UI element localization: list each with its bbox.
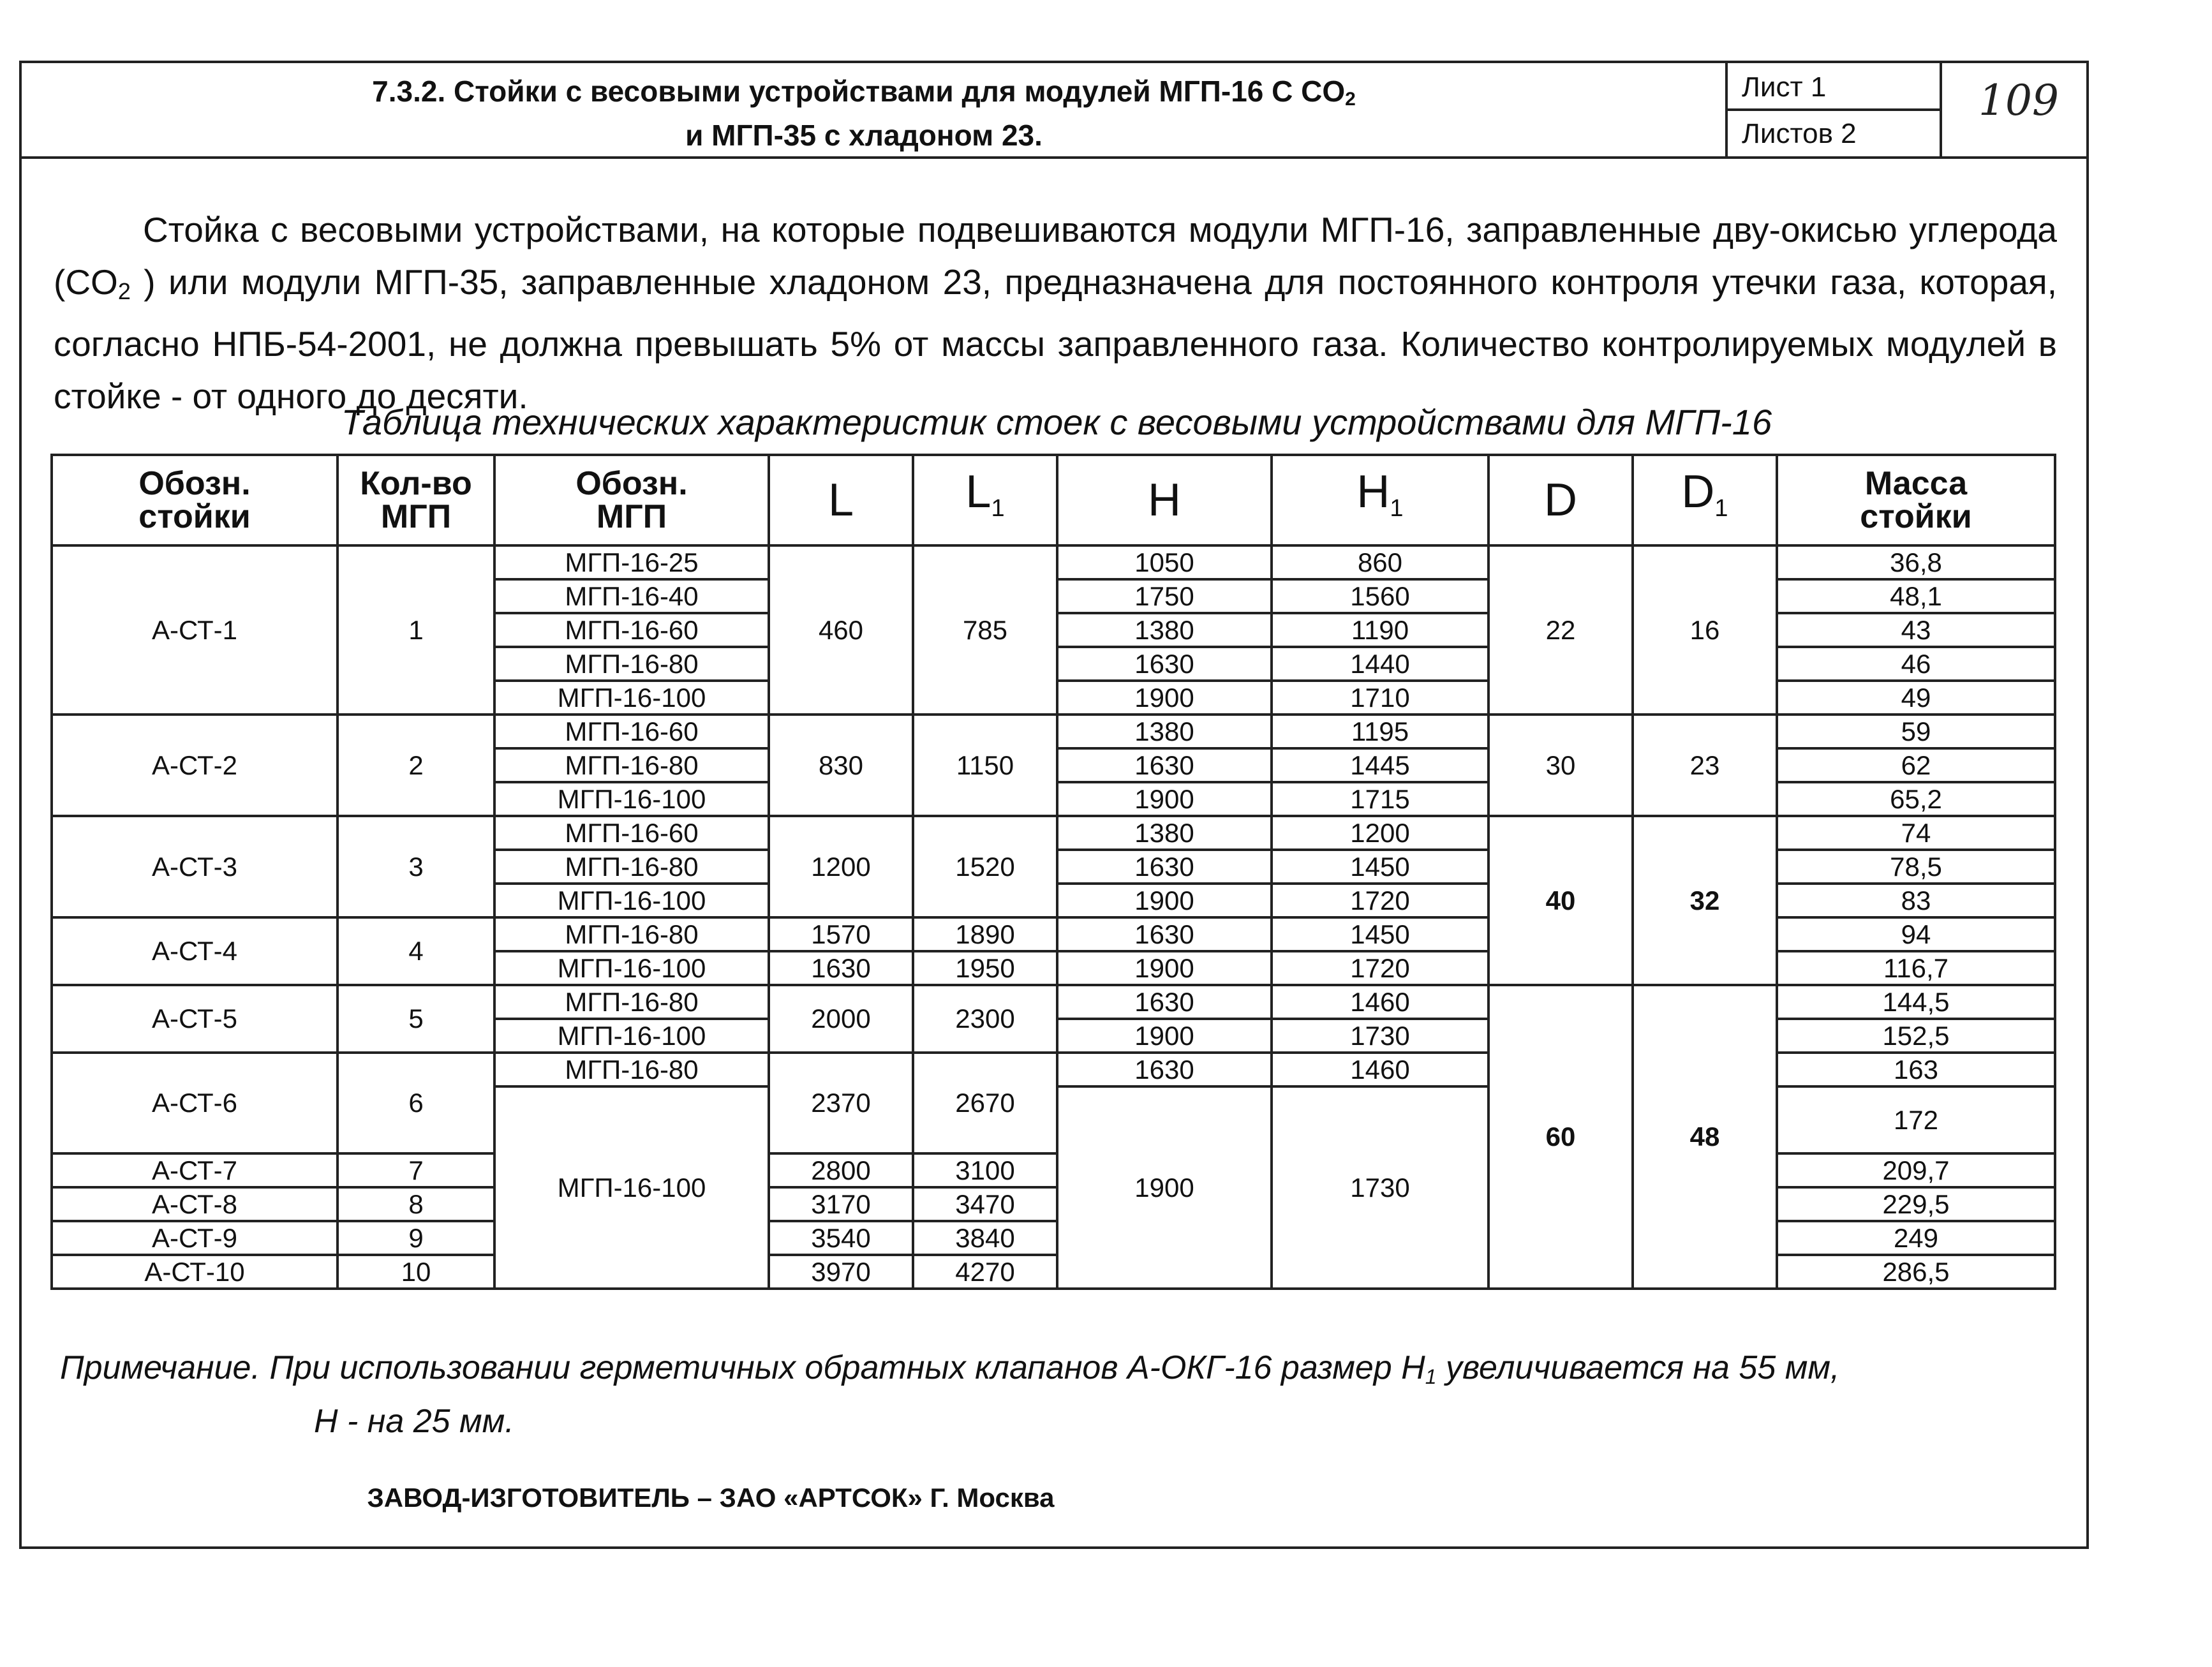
mass-cell: 78,5: [1777, 850, 2055, 884]
module-cell: МГП-16-80: [494, 647, 769, 681]
mass-cell: 65,2: [1777, 782, 2055, 816]
D-cell: 30: [1488, 715, 1633, 816]
L1-cell: 1950: [913, 951, 1057, 985]
H1-cell: 1450: [1272, 917, 1488, 951]
H-cell: 1900: [1057, 1086, 1272, 1289]
note-line-1b: увеличивается на 55 мм,: [1436, 1349, 1840, 1386]
H-cell: 1630: [1057, 917, 1272, 951]
H-cell: 1630: [1057, 748, 1272, 782]
H-cell: 1750: [1057, 579, 1272, 613]
mass-cell: 249: [1777, 1221, 2055, 1255]
H-cell: 1380: [1057, 816, 1272, 850]
mass-cell: 46: [1777, 647, 2055, 681]
module-cell: МГП-16-60: [494, 613, 769, 647]
module-cell: МГП-16-40: [494, 579, 769, 613]
H1-cell: 1440: [1272, 647, 1488, 681]
mass-cell: 94: [1777, 917, 2055, 951]
table-row: [52, 715, 2055, 748]
mass-cell: 83: [1777, 884, 2055, 917]
count-cell: 5: [338, 985, 494, 1053]
count-cell: 6: [338, 1053, 494, 1153]
mass-cell: 43: [1777, 613, 2055, 647]
H-cell: 1380: [1057, 613, 1272, 647]
H1-cell: 1710: [1272, 681, 1488, 715]
stand-cell: А-СТ-6: [52, 1053, 338, 1153]
note-line-2: Н - на 25 мм.: [314, 1403, 514, 1440]
header-H: H: [1057, 455, 1272, 545]
sheet-info-box: [1725, 63, 1942, 156]
header-D1: $D_1$: [1633, 455, 1777, 545]
note-line-1a: Примечание. При использовании герметичных обратных клапанов А-ОКГ-16 размер Н: [60, 1349, 1425, 1386]
header-stand: Обозн. стойки: [52, 455, 338, 545]
module-cell: МГП-16-100: [494, 681, 769, 715]
stand-cell: А-СТ-8: [52, 1187, 338, 1221]
count-cell: 9: [338, 1221, 494, 1255]
module-cell: МГП-16-80: [494, 748, 769, 782]
table-row: [52, 985, 2055, 1019]
H-cell: 1630: [1057, 850, 1272, 884]
header-count: Кол-во МГП: [338, 455, 494, 545]
count-cell: 4: [338, 917, 494, 985]
H1-cell: 1190: [1272, 613, 1488, 647]
D-cell: 60: [1488, 985, 1633, 1289]
H1-cell: 1560: [1272, 579, 1488, 613]
header-mass: Масса стойки: [1777, 455, 2055, 545]
stand-cell: А-СТ-7: [52, 1153, 338, 1187]
count-cell: 3: [338, 816, 494, 917]
mass-cell: 36,8: [1777, 545, 2055, 579]
L-cell: 2800: [769, 1153, 913, 1187]
L1-cell: 4270: [913, 1255, 1057, 1289]
H1-cell: 1720: [1272, 951, 1488, 985]
L-cell: 3540: [769, 1221, 913, 1255]
stand-cell: А-СТ-3: [52, 816, 338, 917]
H-cell: 1900: [1057, 951, 1272, 985]
L1-cell: 2300: [913, 985, 1057, 1053]
header-L: L: [769, 455, 913, 545]
manufacturer-footer: ЗАВОД-ИЗГОТОВИТЕЛЬ – ЗАО «АРТСОК» Г. Москва: [367, 1483, 1055, 1513]
mass-cell: 209,7: [1777, 1153, 2055, 1187]
mass-cell: 49: [1777, 681, 2055, 715]
mass-cell: 163: [1777, 1053, 2055, 1086]
H1-cell: 860: [1272, 545, 1488, 579]
H1-cell: 1445: [1272, 748, 1488, 782]
module-cell: МГП-16-100: [494, 1086, 769, 1289]
intro-text-part-2: ) или модули МГП-35, заправленные хладоном 23, предназначена для постоянного контроля утечки газа, которая, согласно НПБ-54-2001, не должна превышать 5% от массы заправленного газа. Количество контролируемых модулей в стойке - от одного до десяти.: [54, 262, 2057, 416]
mass-cell: 116,7: [1777, 951, 2055, 985]
stand-cell: А-СТ-1: [52, 545, 338, 715]
L-cell: 3970: [769, 1255, 913, 1289]
D-cell: 40: [1488, 816, 1633, 985]
mass-cell: 172: [1777, 1086, 2055, 1153]
L-cell: 1630: [769, 951, 913, 985]
module-cell: МГП-16-80: [494, 985, 769, 1019]
mass-cell: 152,5: [1777, 1019, 2055, 1053]
mass-cell: 59: [1777, 715, 2055, 748]
H1-cell: 1200: [1272, 816, 1488, 850]
H-cell: 1050: [1057, 545, 1272, 579]
H1-cell: 1730: [1272, 1019, 1488, 1053]
handwritten-page-number: 109: [1978, 76, 2059, 125]
count-cell: 2: [338, 715, 494, 816]
L-cell: 2370: [769, 1053, 913, 1153]
H-cell: 1900: [1057, 681, 1272, 715]
L-cell: 830: [769, 715, 913, 816]
stand-cell: А-СТ-4: [52, 917, 338, 985]
L1-cell: 785: [913, 545, 1057, 715]
module-cell: МГП-16-100: [494, 782, 769, 816]
H1-cell: 1460: [1272, 1053, 1488, 1086]
module-cell: МГП-16-60: [494, 816, 769, 850]
document-frame: [19, 61, 2089, 1549]
H-cell: 1630: [1057, 647, 1272, 681]
H1-cell: 1720: [1272, 884, 1488, 917]
header-H1: $H_1$: [1272, 455, 1488, 545]
H-cell: 1630: [1057, 1053, 1272, 1086]
mass-cell: 144,5: [1777, 985, 2055, 1019]
header-D: D: [1488, 455, 1633, 545]
module-cell: МГП-16-100: [494, 1019, 769, 1053]
L-cell: 2000: [769, 985, 913, 1053]
module-cell: МГП-16-80: [494, 850, 769, 884]
mass-cell: 74: [1777, 816, 2055, 850]
L-cell: 460: [769, 545, 913, 715]
H1-cell: 1460: [1272, 985, 1488, 1019]
L1-cell: 3840: [913, 1221, 1057, 1255]
D1-cell: 32: [1633, 816, 1777, 985]
mass-cell: 48,1: [1777, 579, 2055, 613]
stand-cell: А-СТ-9: [52, 1221, 338, 1255]
table-row: [52, 816, 2055, 850]
L1-cell: 3100: [913, 1153, 1057, 1187]
intro-paragraph: [54, 204, 2057, 422]
count-cell: 8: [338, 1187, 494, 1221]
H-cell: 1900: [1057, 782, 1272, 816]
L-cell: 1570: [769, 917, 913, 951]
L-cell: 3170: [769, 1187, 913, 1221]
table-caption: Таблица технических характеристик стоек с весовыми устройствами для МГП-16: [341, 402, 1772, 442]
specs-table: [50, 454, 2056, 1290]
title-line-2: и МГП-35 с хладоном 23.: [685, 119, 1043, 152]
title-line-1: 7.3.2. Стойки с весовыми устройствами для модулей МГП-16 С CO: [372, 75, 1346, 108]
mass-cell: 62: [1777, 748, 2055, 782]
module-cell: МГП-16-80: [494, 917, 769, 951]
H-cell: 1380: [1057, 715, 1272, 748]
D1-cell: 48: [1633, 985, 1777, 1289]
sheet-number: Лист 1: [1728, 63, 1940, 111]
H1-cell: 1450: [1272, 850, 1488, 884]
H1-cell: 1715: [1272, 782, 1488, 816]
H1-cell: 1195: [1272, 715, 1488, 748]
module-cell: МГП-16-100: [494, 951, 769, 985]
mass-cell: 286,5: [1777, 1255, 2055, 1289]
D1-cell: 23: [1633, 715, 1777, 816]
stand-cell: А-СТ-10: [52, 1255, 338, 1289]
D1-cell: 16: [1633, 545, 1777, 715]
document-header: [22, 63, 2086, 159]
document-title: [22, 73, 1706, 153]
H-cell: 1900: [1057, 884, 1272, 917]
stand-cell: А-СТ-2: [52, 715, 338, 816]
count-cell: 10: [338, 1255, 494, 1289]
L-cell: 1200: [769, 816, 913, 917]
H-cell: 1900: [1057, 1019, 1272, 1053]
module-cell: МГП-16-60: [494, 715, 769, 748]
H1-cell: 1730: [1272, 1086, 1488, 1289]
sheet-count: Листов 2: [1742, 118, 1857, 149]
table-header-row: [52, 455, 2055, 545]
table-note: [60, 1345, 2070, 1444]
count-cell: 7: [338, 1153, 494, 1187]
L1-cell: 1150: [913, 715, 1057, 816]
title-subscript: 2: [1345, 89, 1356, 110]
L1-cell: 2670: [913, 1053, 1057, 1153]
L1-cell: 1520: [913, 816, 1057, 917]
module-cell: МГП-16-100: [494, 884, 769, 917]
module-cell: МГП-16-80: [494, 1053, 769, 1086]
H-cell: 1630: [1057, 985, 1272, 1019]
intro-subscript: 2: [117, 278, 131, 304]
D-cell: 22: [1488, 545, 1633, 715]
mass-cell: 229,5: [1777, 1187, 2055, 1221]
intro-text-part-1: Стойка с весовыми устройствами, на которые подвешиваются модули МГП-16, заправленные дву-окисью углерода (CO: [54, 210, 2057, 302]
header-L1: $L_1$: [913, 455, 1057, 545]
L1-cell: 3470: [913, 1187, 1057, 1221]
L1-cell: 1890: [913, 917, 1057, 951]
note-subscript: 1: [1425, 1365, 1437, 1388]
header-module: Обозн. МГП: [494, 455, 769, 545]
module-cell: МГП-16-25: [494, 545, 769, 579]
count-cell: 1: [338, 545, 494, 715]
stand-cell: А-СТ-5: [52, 985, 338, 1053]
table-row: [52, 545, 2055, 579]
